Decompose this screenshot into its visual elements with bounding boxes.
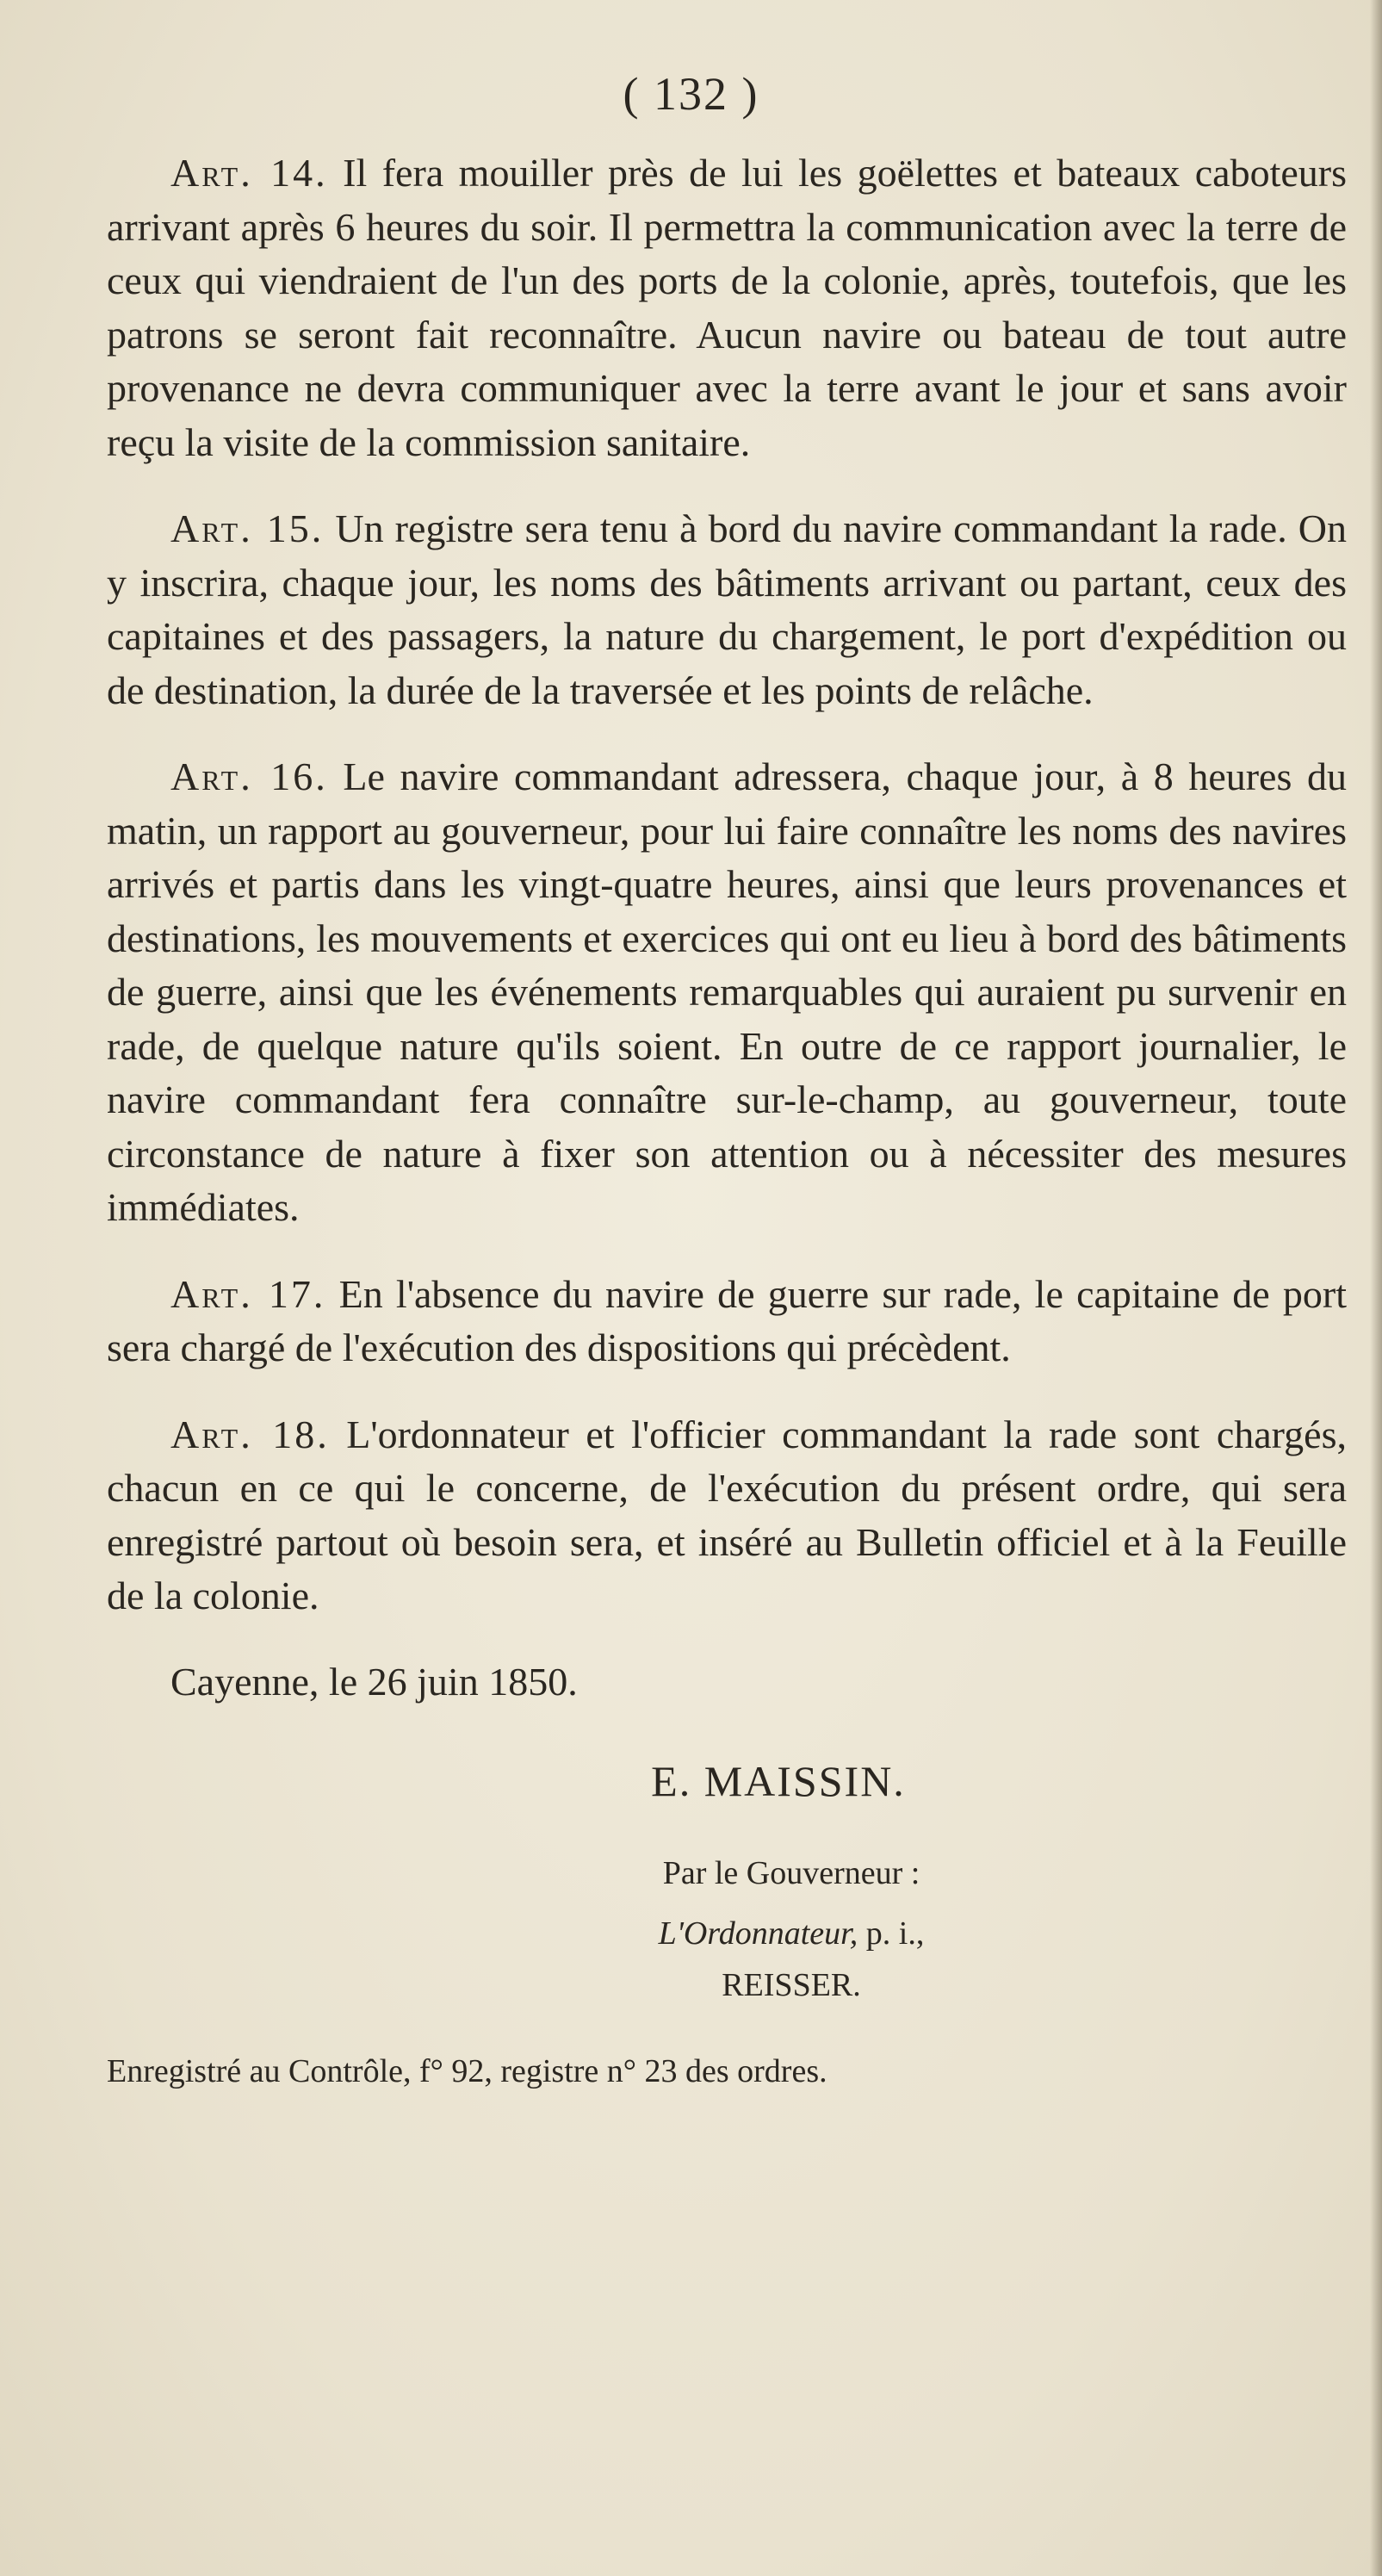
document-body — [107, 146, 1347, 2483]
article-label: Art. 16. — [170, 754, 328, 798]
article-label: Art. 14. — [170, 151, 328, 195]
ordonnateur-name: REISSER. — [722, 1966, 861, 2003]
article-17 — [107, 1268, 1347, 1375]
by-line: Par le Gouverneur : — [662, 1854, 920, 1891]
article-text: L'ordonnateur et l'officier commandant la rade sont chargés, chacun en ce qui le concerne, de l'exécution du présent ordre, qui sera enregistré partout où besoin sera, et inséré au Bulletin officiel et à la Feuille de la colonie. — [107, 1412, 1347, 1617]
article-18 — [107, 1408, 1347, 1623]
article-text: En l'absence du navire de guerre sur rade, le capitaine de port sera chargé de l'exécution des dispositions qui précèdent. — [107, 1271, 1347, 1369]
article-text: Un registre sera tenu à bord du navire commandant la rade. On y inscrira, chaque jour, les noms des bâtiments arrivant ou partant, ceux des capitaines et des passagers, la nature du chargement, le port d'expédition ou de destination, la durée de la traversée et les points de relâche. — [107, 506, 1347, 712]
page-number-header: ( 132 ) — [623, 68, 759, 120]
article-label: Art. 18. — [170, 1412, 330, 1456]
article-16 — [107, 750, 1347, 1235]
signature-block — [107, 1708, 1347, 2483]
article-text: Le navire commandant adressera, chaque jour, à 8 heures du matin, un rapport au gouverneur, pour lui faire connaître les noms des navires arrivés et partis dans les vingt-quatre heures, ainsi que leurs provenances et destinations, les mouvements et exercices qui ont eu lieu à bord des bâtiments de guerre, ainsi que les événements remarquables qui auraient pu survenir en rade, de quelque nature qu'ils soient. En outre de ce rapport journalier, le navire commandant fera connaître sur-le-champ, au gouverneur, toute circonstance de nature à fixer son attention ou à nécessiter des mesures immédiates. — [107, 754, 1347, 1229]
article-text: Il fera mouiller près de lui les goëlettes et bateaux caboteurs arrivant après 6 heures du soir. Il permettra la communication avec la terre de ceux qui viendraient de l'un des ports de la colonie, après, toutefois, que les patrons se seront fait reconnaître. Aucun navire ou bateau de tout autre provenance ne devra communiquer avec la terre avant le jour et sans avoir reçu la visite de la commission sanitaire. — [107, 151, 1347, 464]
registry-note: Enregistré au Contrôle, f° 92, registre n° 23 des ordres. — [107, 2052, 827, 2089]
article-label: Art. 15. — [170, 506, 325, 550]
place-and-date: Cayenne, le 26 juin 1850. — [170, 1659, 578, 1704]
signatory-name: E. MAISSIN. — [651, 1756, 906, 1805]
ordonnateur-title-line — [107, 1915, 1347, 1952]
page-edge-shadow — [1370, 0, 1382, 2576]
ordonnateur-title: L'Ordonnateur, — [658, 1915, 858, 1952]
article-15 — [107, 502, 1347, 717]
article-label: Art. 17. — [170, 1271, 326, 1316]
ordonnateur-suffix: p. i., — [858, 1915, 925, 1952]
article-14 — [107, 146, 1347, 469]
